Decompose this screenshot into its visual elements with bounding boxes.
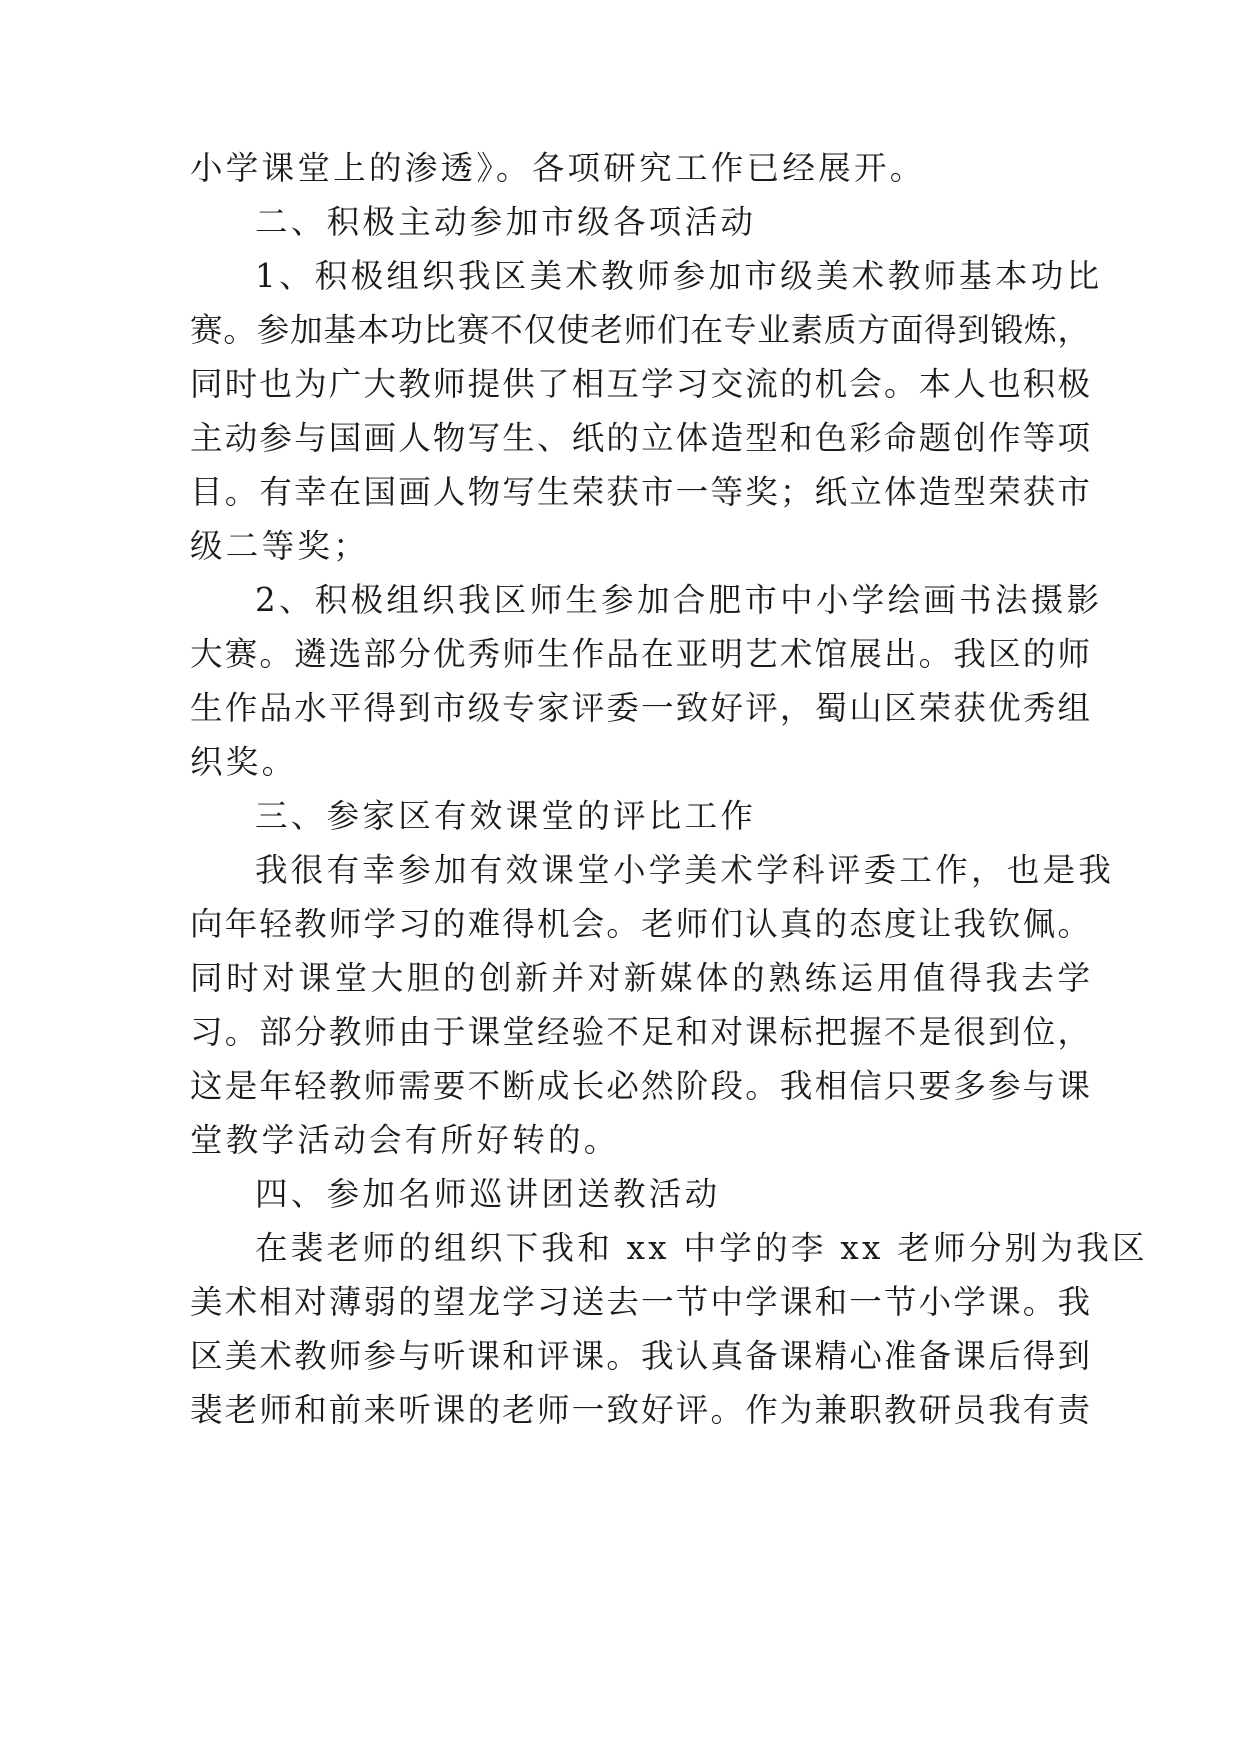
body-line: 织奖。: [190, 743, 298, 781]
body-line: 裴老师和前来听课的老师一致好评。作为兼职教研员我有责: [190, 1391, 1090, 1429]
body-line: 2、积极组织我区师生参加合肥市中小学绘画书法摄影: [255, 581, 1103, 619]
body-line: 我很有幸参加有效课堂小学美术学科评委工作，也是我: [255, 851, 1115, 889]
body-line: 1、积极组织我区美术教师参加市级美术教师基本功比: [255, 257, 1103, 295]
body-line: 向年轻教师学习的难得机会。老师们认真的态度让我钦佩。: [190, 905, 1090, 943]
body-line: 这是年轻教师需要不断成长必然阶段。我相信只要多参与课: [190, 1067, 1090, 1105]
body-line: 赛。参加基本功比赛不仅使老师们在专业素质方面得到锻炼，: [190, 311, 1090, 349]
body-line: 习。部分教师由于课堂经验不足和对课标把握不是很到位，: [190, 1013, 1090, 1051]
section-heading: 三、参家区有效课堂的评比工作: [255, 797, 757, 835]
body-line: 目。有幸在国画人物写生荣获市一等奖；纸立体造型荣获市: [190, 473, 1090, 511]
body-line: 堂教学活动会有所好转的。: [190, 1121, 620, 1159]
body-line: 级二等奖；: [190, 527, 370, 565]
body-line: 生作品水平得到市级专家评委一致好评，蜀山区荣获优秀组: [190, 689, 1090, 727]
body-line: 区美术教师参与听课和评课。我认真备课精心准备课后得到: [190, 1337, 1090, 1375]
section-heading: 四、参加名师巡讲团送教活动: [255, 1175, 721, 1213]
body-line: 同时也为广大教师提供了相互学习交流的机会。本人也积极: [190, 365, 1090, 403]
section-heading: 二、积极主动参加市级各项活动: [255, 203, 757, 241]
body-line: 美术相对薄弱的望龙学习送去一节中学课和一节小学课。我: [190, 1283, 1090, 1321]
body-line: 同时对课堂大胆的创新并对新媒体的熟练运用值得我去学: [190, 959, 1090, 997]
body-line: 大赛。遴选部分优秀师生作品在亚明艺术馆展出。我区的师: [190, 635, 1090, 673]
body-line: 在裴老师的组织下我和 xx 中学的李 xx 老师分别为我区: [255, 1229, 1148, 1267]
body-line: 主动参与国画人物写生、纸的立体造型和色彩命题创作等项: [190, 419, 1090, 457]
body-line: 小学课堂上的渗透》。各项研究工作已经展开。: [190, 149, 926, 187]
